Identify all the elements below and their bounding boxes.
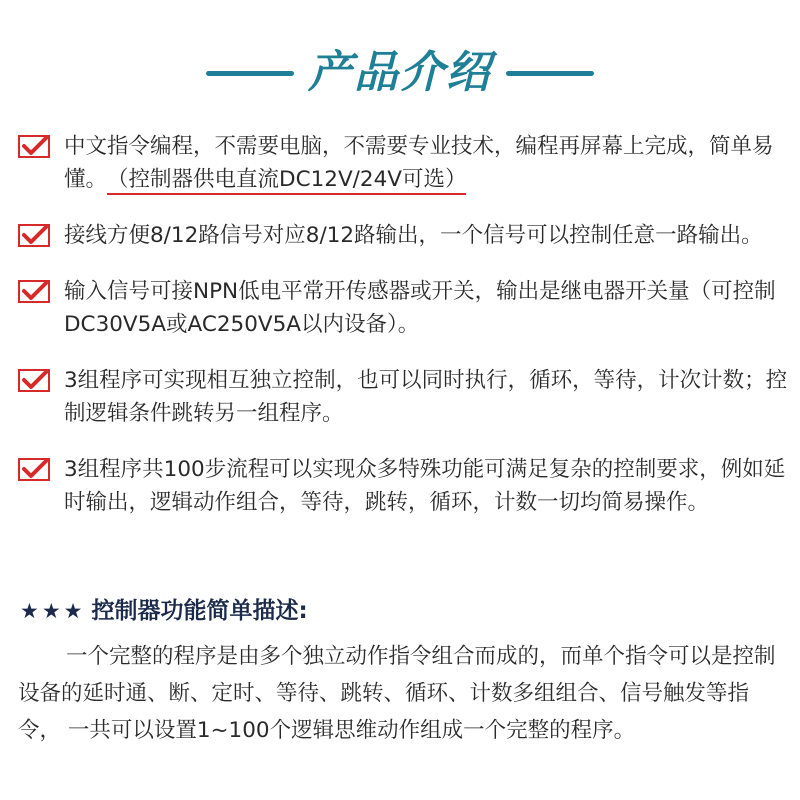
feature-description: 3组程序共100步流程可以实现众多特殊功能可满足复杂的控制要求，例如延时输出，逻辑动作组合，等待，跳转，循环，计数一切均简易操作。: [64, 457, 786, 515]
checkbox-check-icon: [18, 280, 50, 303]
header: [0, 48, 800, 98]
feature-description: 输入信号可接NPN低电平常开传感器或开关，输出是继电器开关量（可控制DC30V5A或AC250V5A以内设备）。: [64, 279, 776, 337]
feature-description: 中文指令编程，不需要电脑，不需要专业技术，编程再屏幕上完成，简单易懂。: [64, 134, 774, 192]
section-heading: [20, 595, 308, 627]
title-right-rule: [506, 71, 594, 76]
feature-text: [64, 130, 788, 196]
title-left-rule: [206, 71, 294, 76]
function-description: 一个完整的程序是由多个独立动作指令组合而成的，而单个指令可以是控制设备的延时通、断、定时、等待、跳转、循环、计数多组组合、信号触发等指令， 一共可以设置1~100个逻辑思维动作组成一个完整的程序。: [18, 644, 776, 743]
feature-item: [18, 364, 788, 430]
feature-item: [18, 130, 788, 196]
checkbox-check-icon: [18, 224, 50, 247]
checkbox-check-icon: [18, 135, 50, 158]
feature-item: [18, 219, 788, 252]
star-icon: ★★★: [20, 599, 86, 623]
note-text: （控制器供电直流DC12V/24V可选）: [107, 167, 467, 192]
feature-description: 3组程序可实现相互独立控制，也可以同时执行，循环，等待，计次计数；控制逻辑条件跳转另一组程序。: [64, 368, 788, 426]
feature-item: [18, 275, 788, 341]
note-underline: [107, 193, 466, 195]
page-title: 产品介绍: [308, 47, 492, 98]
feature-list: [18, 130, 788, 542]
power-supply-note: [107, 163, 466, 196]
feature-description: 接线方便8/12路信号对应8/12路输出，一个信号可以控制任意一路输出。: [64, 223, 763, 248]
checkbox-check-icon: [18, 458, 50, 481]
checkbox-check-icon: [18, 369, 50, 392]
section-title: 控制器功能简单描述:: [91, 598, 308, 624]
feature-item: [18, 453, 788, 519]
